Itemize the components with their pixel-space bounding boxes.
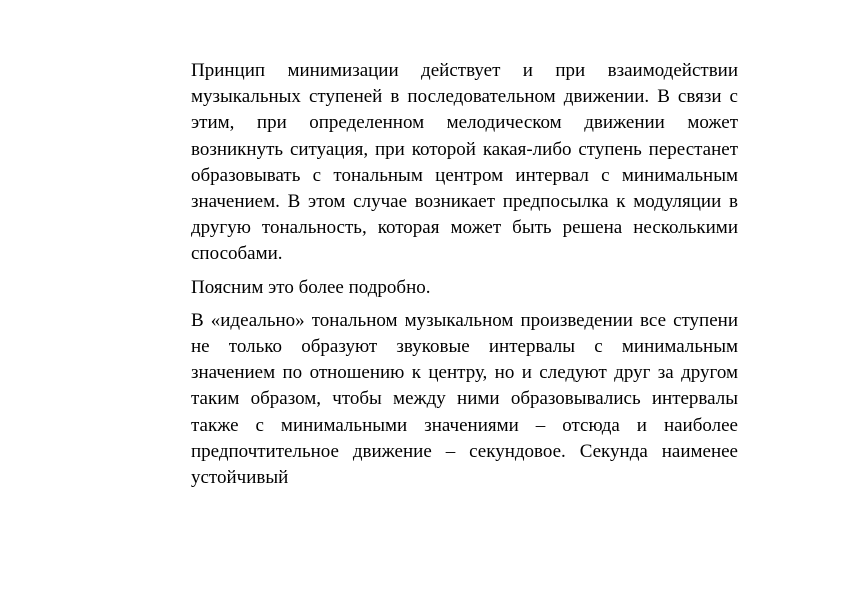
paragraph-explanation-intro: Поясним это более подробно. [191, 276, 431, 298]
paragraph-ideal-tonal-work: В «идеально» тональном музыкальном произведении все ступени не только образуют звуковые интервалы с минимальным значением по отношению к центру, но и следуют друг за другом таким образом, чтобы между ними образовывались интервалы также с минимальными значениями – отсюда и наиболее предпочтительное движение – секундовое. Секунда наименее устойчивый [191, 309, 738, 489]
body-text [191, 58, 738, 498]
paragraph-minimization-principle: Принцип минимизации действует и при взаимодействии музыкальных ступеней в последовательном движении. В связи с этим, при определенном мелодическом движении может возникнуть ситуация, при которой какая-либо ступень перестанет образовывать с тональным центром интервал с минимальным значением. В этом случае возникает предпосылка к модуляции в другую тональность, которая может быть решена несколькими способами. [191, 60, 738, 265]
